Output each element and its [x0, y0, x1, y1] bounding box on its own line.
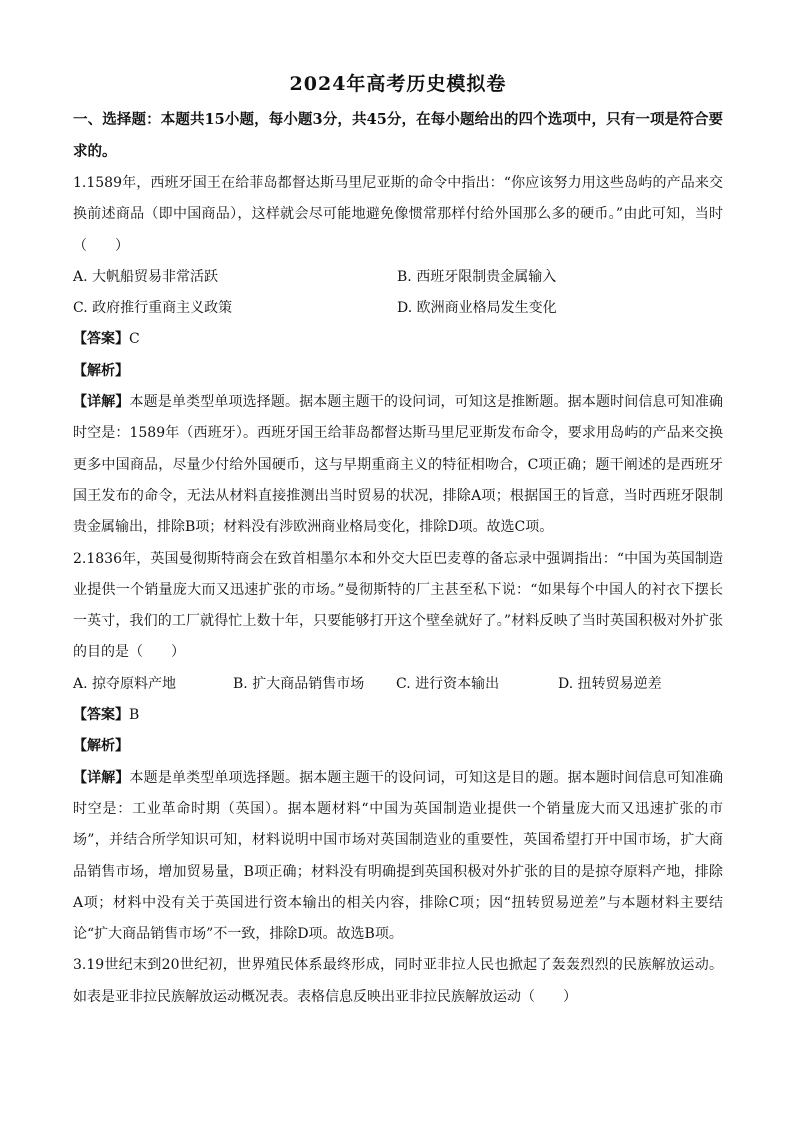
option-list [73, 262, 723, 325]
answer-label: 【答案】 [73, 331, 129, 348]
analysis-label: 【解析】 [73, 738, 129, 755]
question-1 [73, 168, 723, 544]
detail-paragraph [73, 763, 723, 951]
option-c: C. 进行资本输出 [396, 675, 500, 692]
detail-text: 本题是单类型单项选择题。据本题主题干的设问词，可知这是推断题。据本题时间信息可知准确时空是：1589年（西班牙）。西班牙国王给菲岛都督达斯马里尼亚斯发布命令，要求用岛屿的产品来交换更多中国商品，尽量少付给外国硬币，这与早期重商主义的特征相吻合，C项正确；题干阐述的是西班牙国王发布的命令，无法从材料直接推测出当时贸易的状况，排除A项；根据国王的旨意，当时西班牙限制贵金属输出，排除B项；材料没有涉欧洲商业格局变化，排除D项。故选C项。 [73, 394, 724, 536]
question-stem: 1.1589年，西班牙国王在给菲岛都督达斯马里尼亚斯的命令中指出：“你应该努力用这些岛屿的产品来交换前述商品（即中国商品），这样就会尽可能地避免像惯常那样付给外国那么多的硬币。”由此可知，当时（ ） [73, 175, 723, 254]
analysis-line [73, 731, 723, 762]
option-d: D. 扭转贸易逆差 [558, 675, 662, 692]
question-3 [73, 950, 723, 1013]
answer-value: B [129, 707, 140, 724]
detail-paragraph [73, 387, 723, 543]
question-2 [73, 544, 723, 951]
question-stem: 2.1836年，英国曼彻斯特商会在致首相墨尔本和外交大臣巴麦尊的备忘录中强调指出：“中国为英国制造业提供一个销量庞大而又迅速扩张的市场。”曼彻斯特的厂主甚至私下说：“如果每个中国人的衬衣下摆长一英寸，我们的工厂就得忙上数十年，只要能够打开这个壁垒就好了。”材料反映了当时英国积极对外扩张的目的是（ ） [73, 550, 723, 661]
analysis-label: 【解析】 [73, 362, 129, 379]
option-c: C. 政府推行重商主义政策 [73, 300, 233, 317]
exam-page [73, 70, 723, 1013]
option-b: B. 扩大商品销售市场 [233, 675, 365, 692]
answer-label: 【答案】 [73, 707, 129, 724]
answer-line [73, 700, 723, 731]
option-b: B. 西班牙限制贵金属输入 [397, 268, 557, 285]
detail-text: 本题是单类型单项选择题。据本题主题干的设问词，可知这是目的题。据本题时间信息可知准确时空是：工业革命时期（英国）。据本题材料“中国为英国制造业提供一个销量庞大而又迅速扩张的市场”，并结合所学知识可知，材料说明中国市场对英国制造业的重要性，英国希望打开中国市场，扩大商品销售市场，增加贸易量，B项正确；材料没有明确提到英国积极对外扩张的目的是掠夺原料产地，排除A项；材料中没有关于英国进行资本输出的相关内容，排除C项；因“扭转贸易逆差”与本题材料主要结论“扩大商品销售市场”不一致，排除D项。故选B项。 [73, 769, 724, 943]
page-title: 2024年高考历史模拟卷 [289, 73, 507, 95]
option-list [73, 669, 723, 700]
question-stem: 3.19世纪末到20世纪初，世界殖民体系最终形成，同时亚非拉人民也掀起了轰轰烈烈的民族解放运动。如表是亚非拉民族解放运动概况表。表格信息反映出亚非拉民族解放运动（ ） [73, 957, 723, 1005]
analysis-line [73, 356, 723, 387]
answer-line [73, 324, 723, 355]
option-d: D. 欧洲商业格局发生变化 [397, 300, 557, 317]
answer-value: C [129, 331, 140, 348]
option-a: A. 大帆船贸易非常活跃 [73, 268, 219, 285]
option-a: A. 掠夺原料产地 [73, 675, 177, 692]
detail-label: 【详解】 [73, 769, 130, 786]
detail-label: 【详解】 [73, 394, 130, 411]
section-heading: 一、选择题：本题共15小题，每小题3分，共45分，在每小题给出的四个选项中，只有一项是符合要求的。 [73, 111, 723, 160]
